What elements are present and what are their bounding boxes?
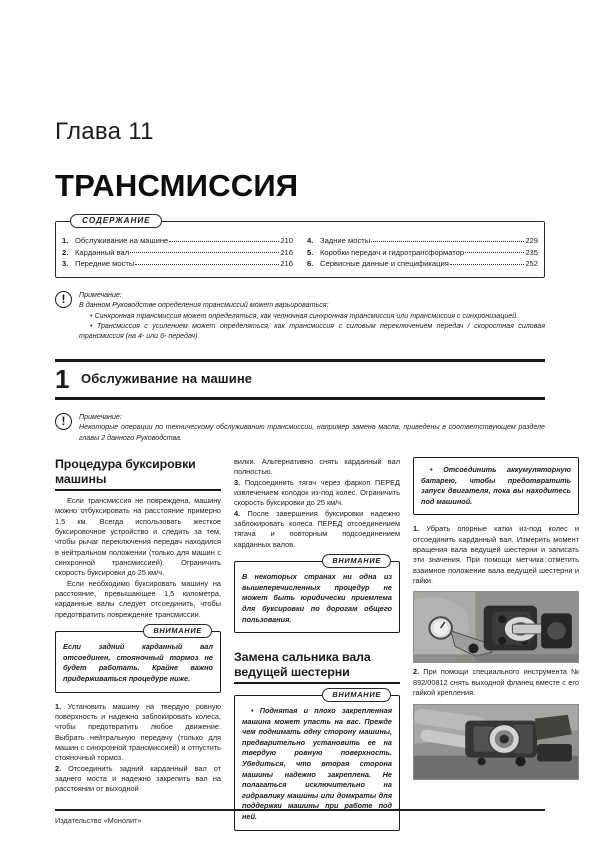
note-line: Некоторые операции по техническому обслуживанию трансмиссии, например замена масла, приведены в соответствующем разделе главы 2 данного Руководства. — [79, 423, 545, 442]
toc-entry-number: 5. — [307, 247, 314, 257]
warning-parking-brake — [55, 626, 221, 692]
pinion-seal-steps-2 — [413, 667, 579, 698]
page-title: ТРАНСМИССИЯ — [55, 168, 299, 203]
warning-legal-towing — [234, 556, 400, 633]
output-flange-removal-photo — [413, 704, 579, 780]
toc-entry-title: Карданный вал — [75, 247, 130, 257]
paragraph: • Поднятая и плохо закрепленная машина может упасть на вас. Прежде чем поднимать одну сторону машины, предварительно установить ее на твердую ровную поверхность. Убедиться, что вторая сторона машины надежно закреплена. Не полагаться исключительно на гидравлику машины или домкраты для поддержки машины при работе под ней. — [242, 706, 392, 823]
publisher-name: Издательство «Монолит» — [55, 816, 142, 825]
procedure-step — [234, 509, 400, 550]
toc-entry-page: 252 — [525, 259, 538, 269]
paragraph: Если задний карданный вал отсоединен, стояночный тормоз не будет работать. Крайне важно придерживаться процедуре ниже. — [63, 642, 213, 683]
toc-entry[interactable] — [307, 235, 538, 247]
toc-leader-dots — [169, 241, 279, 242]
toc-entry-page: 229 — [525, 236, 538, 245]
step-text: Установить машину на твердую ровную поверхность и надежно заблокировать колеса, чтобы предотвратить любое движение. Выбрать нейтральную передачу (только для машин с синхронной трансмиссией) и отпустить стояночный тормоз. — [55, 701, 221, 763]
warning-text — [55, 631, 221, 692]
toc-leader-dots — [371, 241, 524, 242]
toc-tab-label: СОДЕРЖАНИЕ — [70, 214, 162, 228]
warning-text — [234, 561, 400, 633]
toc-entry-page: 216 — [280, 247, 293, 257]
footer-divider — [55, 809, 545, 811]
subsection-heading-pinion-seal: Замена сальника вала ведущей шестерни — [234, 650, 400, 684]
step-number: 2. — [55, 763, 62, 773]
procedure-step — [413, 667, 579, 698]
content-columns — [55, 457, 579, 840]
toc-entry-number: 3. — [62, 259, 69, 269]
page-footer — [55, 809, 545, 825]
toc-entry-title: Коробки передач и гидротрансформатор — [320, 247, 465, 257]
toc-column-right — [307, 235, 538, 270]
exclamation-icon: ! — [55, 413, 72, 430]
toc-entry[interactable] — [62, 235, 293, 247]
step-text: Отсоединить задний карданный вал от заднего моста и надежно закрепить вал на расстоянии от выходной — [55, 763, 221, 794]
step-text: После завершения буксировки надежно заблокировать колеса ПЕРЕД отсоединением тягача и повторным подсоединением карданных валов. — [234, 508, 400, 549]
toc-entry-title: Обслуживание на машине — [75, 236, 169, 245]
toc-entry-page: 216 — [280, 259, 293, 269]
photo-illustration — [414, 592, 578, 662]
toc-entry-title: Передние мосты — [75, 259, 135, 269]
exclamation-icon: ! — [55, 291, 72, 308]
note-title: Примечание: — [79, 290, 122, 299]
column-3 — [413, 457, 579, 840]
procedure-step — [234, 478, 400, 509]
warning-tab-label: ВНИМАНИЕ — [322, 688, 391, 702]
paragraph: Если трансмиссия не повреждена, машину можно отбуксировать на расстояние примерно 1,5 км. Всегда использовать жесткое буксировочное устройство и следить за тем, чтобы рычаг переключения передач находился в нейтральном положении (только для машин с синхронной трансмиссией). Ограничить скорость буксировки до 25 км/ч. — [55, 496, 221, 578]
step-number: 1. — [413, 524, 420, 534]
note-maintenance-reference — [55, 412, 545, 443]
toc-leader-dots — [465, 252, 524, 253]
procedure-step — [55, 702, 221, 764]
step-text: Подсоединить тягач через фаркоп ПЕРЕД извлечением колодок из-под колес. Ограничить скорость буксировки до 25 км/ч. — [234, 477, 400, 508]
subsection-heading-towing: Процедура буксировки машины — [55, 457, 221, 491]
pinion-seal-steps — [413, 524, 579, 586]
column-2 — [234, 457, 400, 840]
note-line: В данном Руководстве определения трансмиссий может варьироваться: — [79, 301, 329, 310]
toc-entry-number: 2. — [62, 247, 69, 257]
chapter-label: Глава 11 — [55, 118, 154, 145]
toc-entry[interactable] — [307, 258, 538, 270]
section-number: 1 — [55, 363, 70, 394]
toc-entry-page: 235 — [525, 247, 538, 257]
toc-leader-dots — [450, 264, 525, 265]
toc-entry-title: Задние мосты — [320, 236, 371, 245]
toc-entry[interactable] — [62, 247, 293, 259]
toc-entry[interactable] — [62, 258, 293, 270]
step-text: При помощи специального инструмента № 892/00812 снять выходной фланец вместе с его гайкой крепления. — [413, 667, 579, 698]
procedure-step — [413, 524, 579, 586]
toc-leader-dots — [135, 264, 279, 265]
step-number: 3. — [234, 477, 241, 487]
photo-illustration — [414, 705, 578, 779]
toc-column-left — [62, 235, 293, 270]
warning-text — [413, 457, 579, 515]
step-number: 2. — [413, 667, 420, 677]
note-bullet: • Синхронная трансмиссия может определяться, как челночная синхронная трансмиссия или трансмиссия с синхронизацией. — [90, 311, 519, 320]
toc-entry-number: 1. — [62, 236, 69, 245]
procedure-step — [55, 764, 221, 795]
step-number: 1. — [55, 701, 62, 711]
warning-battery-disconnect — [413, 457, 579, 515]
note-text — [79, 290, 545, 342]
paragraph: вилки. Альтернативно снять карданный вал полностью. — [234, 457, 400, 477]
section-title: Обслуживание на машине — [81, 371, 253, 387]
toc-entry-title: Сервисные данные и спецификация — [320, 259, 449, 269]
toc-entry-number: 6. — [307, 259, 314, 269]
step-text: Убрать опорные катки из-под колес и отсоединить карданный вал. Измерить момент вращения вала ведущей шестерни и записать эти значения. При помощи метчика отметить взаимное положение вала ведущей шестерни и гайки. — [413, 524, 579, 586]
toc-leader-dots — [130, 252, 279, 253]
toc-entry-number: 4. — [307, 236, 314, 245]
section-heading — [55, 359, 545, 400]
table-of-contents — [55, 216, 545, 278]
pinion-shaft-torque-measurement-photo — [413, 591, 579, 663]
towing-intro-text — [55, 496, 221, 620]
toc-entry[interactable] — [307, 247, 538, 259]
note-bullet: • Трансмиссия с усилением может определяться, как трансмиссия с силовым переключением передач / скоростная силовая трансмиссия (на 4- или 6- передач). — [79, 322, 545, 341]
note-text — [79, 412, 545, 443]
paragraph: В некоторых странах ни одна из вышеперечисленных процедур не может быть юридически приемлема для буксировки по дорогам общего пользования. — [242, 572, 392, 624]
step-number: 4. — [234, 508, 241, 518]
note-title: Примечание: — [79, 412, 122, 421]
paragraph: Если необходимо буксировать машину на расстояние, превышающее 1,5 километра, карданные валы следует отсоединить, чтобы предотвратить повреждение трансмиссии. — [55, 578, 221, 619]
column-1 — [55, 457, 221, 840]
warning-tab-label: ВНИМАНИЕ — [143, 624, 212, 638]
paragraph: • Отсоединить аккумуляторную батарею, чтобы предотвратить запуск двигателя, пока вы находитесь под машиной. — [421, 465, 571, 507]
warning-tab-label: ВНИМАНИЕ — [322, 554, 391, 568]
towing-steps — [55, 702, 221, 795]
toc-entry-page: 210 — [280, 236, 293, 245]
towing-steps-continued — [234, 457, 400, 550]
note-transmission-definitions — [55, 290, 545, 342]
